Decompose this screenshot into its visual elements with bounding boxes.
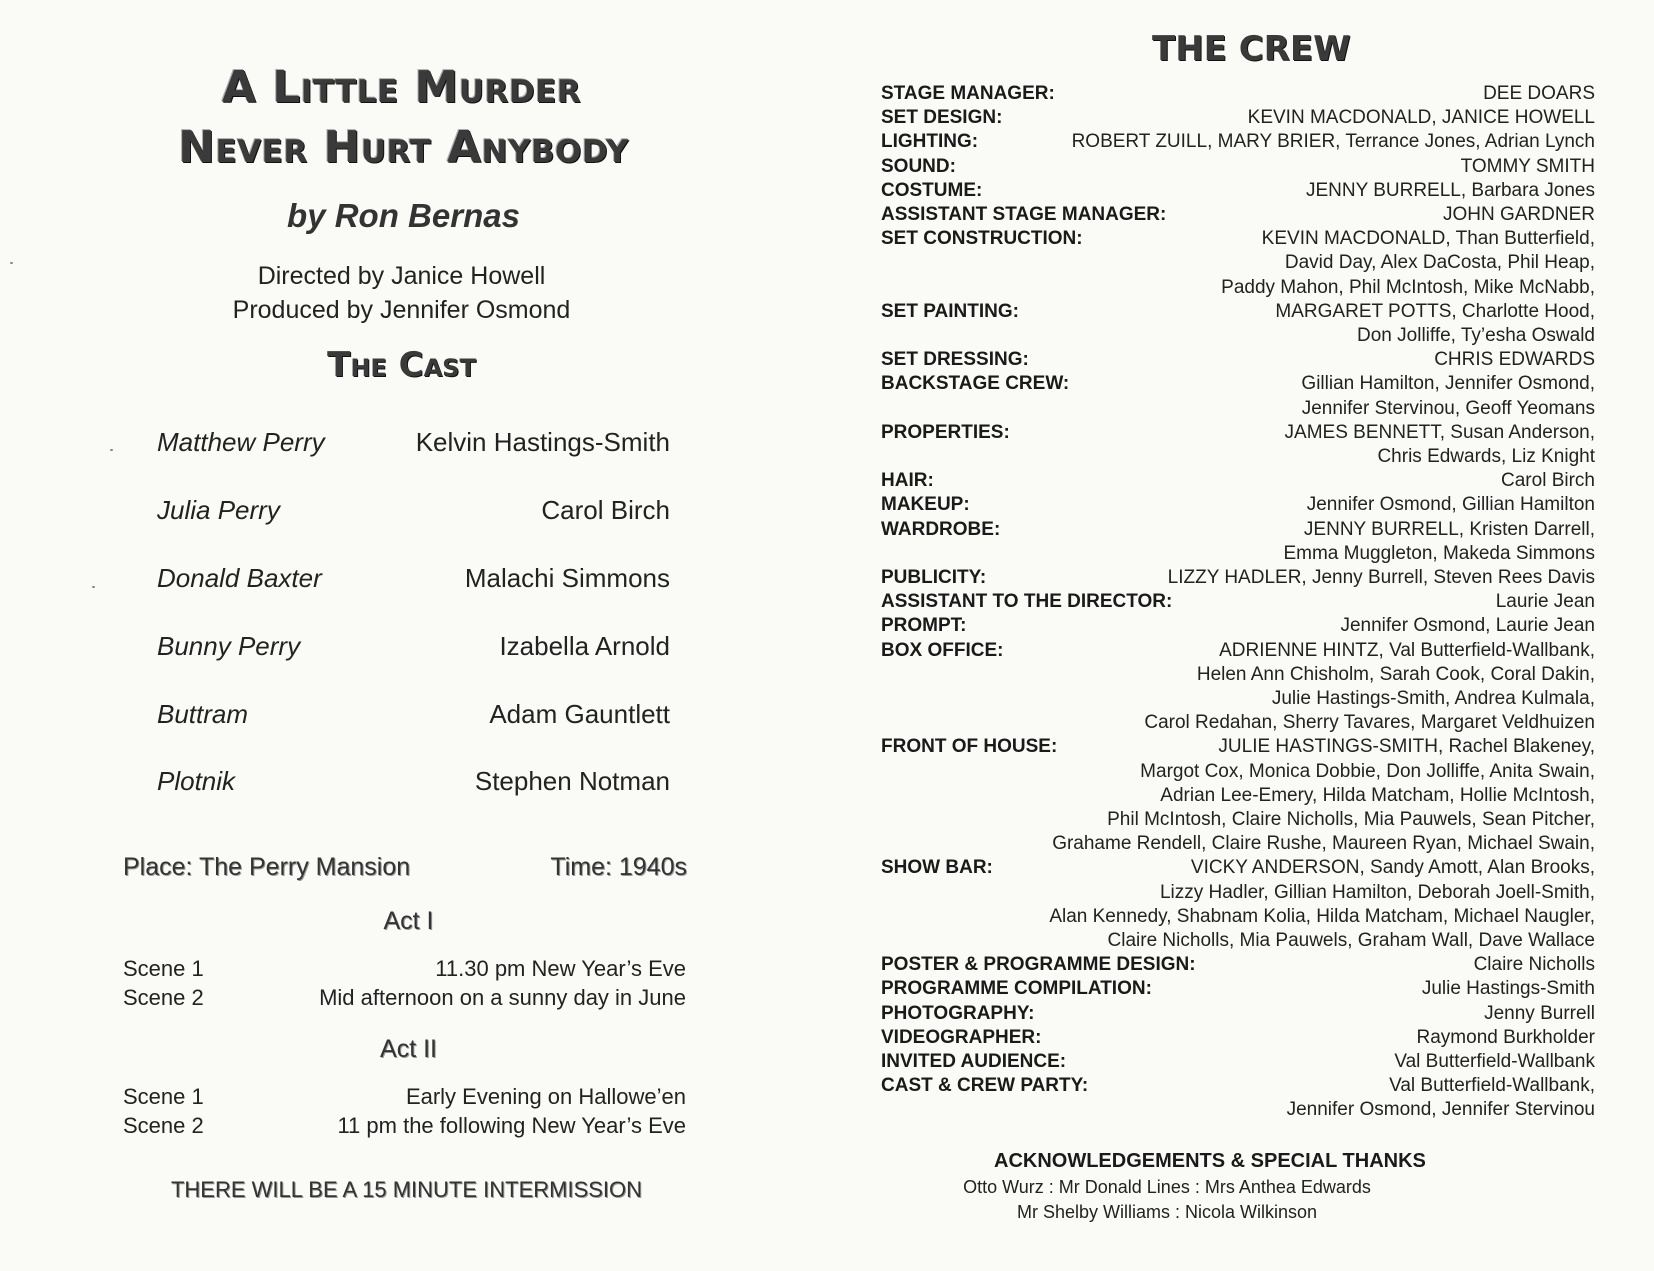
crew-line [881, 518, 1595, 542]
crew-line [881, 881, 1595, 905]
scene-number: Scene 2 [123, 985, 204, 1010]
crew-names: Helen Ann Chisholm, Sarah Cook, Coral Dakin, [1196, 663, 1595, 685]
cast-row [157, 563, 670, 603]
crew-line [881, 276, 1595, 300]
crew-line [881, 421, 1595, 445]
crew-role-label: PROPERTIES: [881, 421, 1010, 443]
crew-names: DEE DOARS [1483, 83, 1595, 104]
crew-role-label: SET DESIGN: [881, 107, 1003, 129]
crew-names: KEVIN MACDONALD, Than Butterfield, [1261, 228, 1595, 250]
crew-names: Emma Muggleton, Makeda Simmons [1283, 542, 1595, 564]
title-line-2: Never Hurt Anybody [178, 122, 629, 173]
scene-description: Mid afternoon on a sunny day in June [319, 985, 686, 1010]
cast-actor: Carol Birch [541, 495, 670, 525]
crew-names: Don Jolliffe, Ty’esha Oswald [1357, 325, 1595, 346]
crew-line [881, 82, 1595, 106]
crew-names: Carol Birch [1501, 470, 1595, 492]
crew-role-label: STAGE MANAGER: [881, 83, 1055, 104]
paper-speck [92, 586, 95, 588]
crew-line [881, 179, 1595, 203]
cast-row [157, 766, 670, 806]
crew-line [881, 929, 1595, 953]
crew-line [881, 1050, 1595, 1074]
crew-names: LIZZY HADLER, Jenny Burrell, Steven Rees Davis [1167, 567, 1595, 588]
crew-names: ROBERT ZUILL, MARY BRIER, Terrance Jones, Adrian Lynch [1071, 131, 1595, 153]
crew-role-label: ASSISTANT STAGE MANAGER: [881, 204, 1167, 225]
crew-role-label: BACKSTAGE CREW: [881, 373, 1070, 395]
crew-line [881, 735, 1595, 759]
crew-line [881, 905, 1595, 929]
crew-role-label: SHOW BAR: [881, 857, 993, 879]
crew-names: Julie Hastings-Smith, Andrea Kulmala, [1271, 688, 1595, 709]
cast-row [157, 631, 670, 671]
crew-role-label: INVITED AUDIENCE: [881, 1051, 1067, 1072]
place: Place: The Perry Mansion [123, 853, 411, 881]
cast-actor: Malachi Simmons [464, 563, 670, 593]
cast-row [157, 495, 670, 535]
crew-names: Jennifer Stervinou, Geoff Yeomans [1301, 397, 1595, 419]
crew-names: Jennifer Osmond, Gillian Hamilton [1306, 494, 1595, 516]
crew-role-label: PROMPT: [881, 615, 967, 637]
crew-line [881, 711, 1595, 735]
crew-names: VICKY ANDERSON, Sandy Amott, Alan Brooks, [1190, 857, 1595, 879]
crew-line [881, 227, 1595, 251]
crew-line [881, 784, 1595, 808]
crew-role-label: LIGHTING: [881, 131, 979, 153]
acknowledgements-line-2: Mr Shelby Williams : Nicola Wilkinson [1016, 1202, 1318, 1222]
crew-line [881, 832, 1595, 856]
crew-names: Phil McIntosh, Claire Nicholls, Mia Pauwels, Sean Pitcher, [1107, 809, 1595, 830]
crew-names: Julie Hastings-Smith [1421, 978, 1595, 1000]
cast-actor: Adam Gauntlett [489, 699, 670, 729]
crew-names: TOMMY SMITH [1460, 155, 1595, 177]
crew-line [881, 639, 1595, 663]
crew-role-label: ASSISTANT TO THE DIRECTOR: [881, 591, 1173, 613]
crew-names: Lizzy Hadler, Gillian Hamilton, Deborah Joell-Smith, [1159, 881, 1595, 903]
crew-line [881, 1098, 1595, 1122]
crew-line [881, 106, 1595, 130]
crew-line [881, 590, 1595, 614]
scene-description: 11 pm the following New Year’s Eve [337, 1113, 686, 1138]
cast-role: Julia Perry [157, 495, 280, 525]
crew-role-label: MAKEUP: [881, 494, 970, 516]
crew-line [881, 614, 1595, 638]
crew-line [881, 251, 1595, 275]
crew-role-label: VIDEOGRAPHER: [881, 1026, 1042, 1048]
crew-names: Gillian Hamilton, Jennifer Osmond, [1301, 373, 1595, 395]
crew-line [881, 1002, 1595, 1026]
crew-line [881, 469, 1595, 493]
crew-line [881, 372, 1595, 396]
crew-names: Raymond Burkholder [1416, 1026, 1595, 1048]
scene-description: 11.30 pm New Year’s Eve [435, 956, 686, 981]
crew-names: Val Butterfield-Wallbank [1394, 1051, 1595, 1072]
cast-actor: Stephen Notman [474, 766, 670, 796]
scene-number: Scene 2 [123, 1113, 204, 1138]
cast-role: Matthew Perry [157, 427, 325, 457]
right-page [827, 0, 1654, 1271]
crew-role-label: COSTUME: [881, 179, 983, 201]
crew-names: JENNY BURRELL, Barbara Jones [1306, 179, 1595, 201]
crew-role-label: WARDROBE: [881, 518, 1001, 540]
crew-names: Carol Redahan, Sherry Tavares, Margaret Veldhuizen [1144, 712, 1595, 734]
scene-number: Scene 1 [123, 1084, 204, 1109]
crew-names: Jennifer Osmond, Jennifer Stervinou [1286, 1099, 1595, 1121]
crew-line [881, 566, 1595, 590]
crew-line [881, 542, 1595, 566]
crew-names: Alan Kennedy, Shabnam Kolia, Hilda Matcham, Michael Naugler, [1049, 905, 1595, 927]
cast-role: Buttram [157, 699, 249, 729]
crew-line [881, 493, 1595, 517]
crew-line [881, 1026, 1595, 1050]
crew-line [881, 953, 1595, 977]
crew-names: ADRIENNE HINTZ, Val Butterfield-Wallbank, [1219, 639, 1595, 661]
crew-line [881, 155, 1595, 179]
crew-line [881, 977, 1595, 1001]
crew-names: JAMES BENNETT, Susan Anderson, [1284, 421, 1595, 443]
crew-role-label: SET CONSTRUCTION: [881, 228, 1083, 250]
producer-credit: Produced by Jennifer Osmond [232, 296, 571, 324]
crew-role-label: PUBLICITY: [881, 567, 987, 588]
cast-row [157, 427, 670, 467]
crew-role-label: SET DRESSING: [881, 349, 1029, 371]
crew-role-label: BOX OFFICE: [881, 639, 1004, 661]
cast-row [157, 699, 670, 739]
crew-heading: THE CREW [1152, 29, 1351, 69]
act-1-heading: Act I [383, 907, 434, 935]
crew-line [881, 397, 1595, 421]
author: by Ron Bernas [287, 197, 520, 234]
cast-role: Plotnik [157, 766, 236, 796]
cast-role: Donald Baxter [157, 563, 322, 593]
crew-line [881, 856, 1595, 880]
crew-line [881, 130, 1595, 154]
crew-line [881, 1074, 1595, 1098]
crew-role-label: SOUND: [881, 155, 956, 177]
crew-line [881, 663, 1595, 687]
crew-line [881, 348, 1595, 372]
crew-line [881, 687, 1595, 711]
crew-line [881, 300, 1595, 324]
crew-line [881, 808, 1595, 832]
director-credit: Directed by Janice Howell [257, 262, 546, 290]
paper-speck [10, 262, 13, 264]
acknowledgements-line-1: Otto Wurz : Mr Donald Lines : Mrs Anthea Edwards [963, 1177, 1371, 1197]
act-2-heading: Act II [380, 1035, 437, 1063]
crew-names: Margot Cox, Monica Dobbie, Don Jolliffe, Anita Swain, [1140, 760, 1595, 782]
crew-role-label: HAIR: [881, 470, 934, 492]
crew-names: KEVIN MACDONALD, JANICE HOWELL [1247, 107, 1595, 129]
crew-line [881, 324, 1595, 348]
cast-actor: Kelvin Hastings-Smith [415, 427, 670, 457]
crew-line [881, 760, 1595, 784]
paper-speck [110, 449, 113, 451]
crew-names: Adrian Lee-Emery, Hilda Matcham, Hollie McIntosh, [1160, 784, 1595, 806]
crew-names: Paddy Mahon, Phil McIntosh, Mike McNabb, [1221, 276, 1595, 298]
time: Time: 1940s [550, 853, 687, 881]
crew-names: Grahame Rendell, Claire Rushe, Maureen Ryan, Michael Swain, [1052, 833, 1595, 855]
cast-heading: The Cast [327, 345, 476, 385]
scene-number: Scene 1 [123, 956, 204, 981]
crew-role-label: POSTER & PROGRAMME DESIGN: [881, 954, 1196, 976]
crew-names: Claire Nicholls, Mia Pauwels, Graham Wall, Dave Wallace [1107, 930, 1595, 951]
cast-actor: Izabella Arnold [499, 631, 670, 661]
crew-names: Jenny Burrell [1484, 1002, 1595, 1024]
crew-role-label: SET PAINTING: [881, 300, 1019, 322]
crew-role-label: PROGRAMME COMPILATION: [881, 978, 1152, 1000]
crew-names: David Day, Alex DaCosta, Phil Heap, [1284, 252, 1595, 274]
intermission-note: THERE WILL BE A 15 MINUTE INTERMISSION [170, 1177, 643, 1202]
crew-role-label: FRONT OF HOUSE: [881, 736, 1058, 758]
title-line-1: A Little Murder [221, 62, 582, 113]
crew-names: JENNY BURRELL, Kristen Darrell, [1303, 518, 1595, 540]
crew-line [881, 203, 1595, 227]
crew-line [881, 445, 1595, 469]
crew-role-label: CAST & CREW PARTY: [881, 1075, 1089, 1097]
crew-role-label: PHOTOGRAPHY: [881, 1002, 1035, 1024]
acknowledgements-heading: ACKNOWLEDGEMENTS & SPECIAL THANKS [994, 1150, 1426, 1172]
cast-role: Bunny Perry [157, 631, 301, 661]
crew-names: Val Butterfield-Wallbank, [1389, 1075, 1595, 1097]
crew-names: JULIE HASTINGS-SMITH, Rachel Blakeney, [1218, 736, 1595, 758]
crew-names: Laurie Jean [1495, 591, 1595, 613]
scene-description: Early Evening on Hallowe’en [405, 1084, 686, 1109]
crew-names: Claire Nicholls [1473, 954, 1595, 976]
crew-names: Jennifer Osmond, Laurie Jean [1340, 615, 1595, 637]
crew-names: Chris Edwards, Liz Knight [1377, 446, 1595, 467]
crew-names: MARGARET POTTS, Charlotte Hood, [1275, 300, 1595, 322]
crew-names: JOHN GARDNER [1442, 204, 1595, 225]
crew-names: CHRIS EDWARDS [1434, 349, 1595, 371]
